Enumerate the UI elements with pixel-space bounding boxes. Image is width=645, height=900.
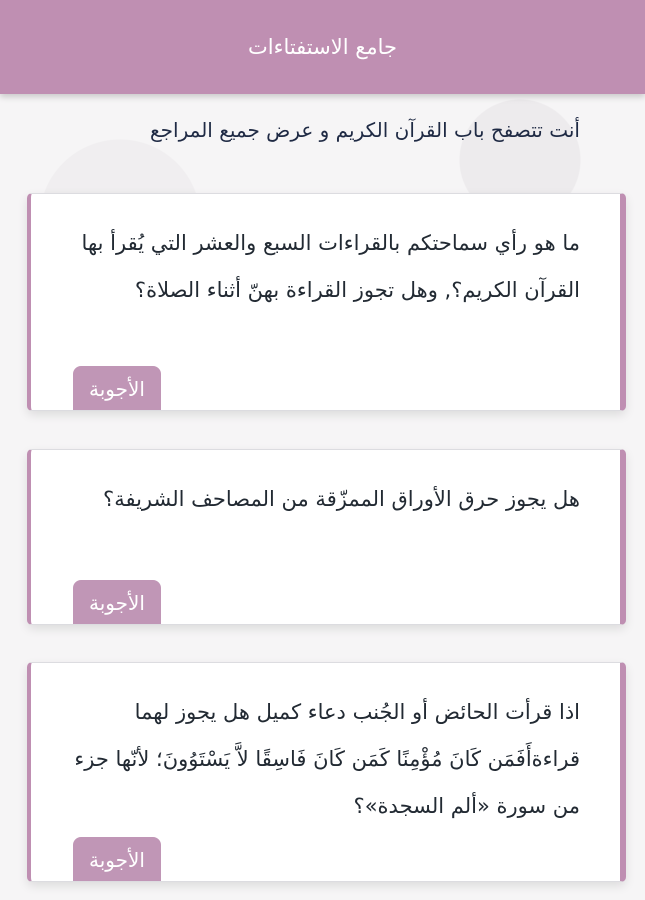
- question-card[interactable]: [27, 449, 626, 625]
- app-bar: [0, 0, 645, 94]
- answers-button[interactable]: الأجوبة: [73, 366, 161, 411]
- question-text: اذا قرأت الحائض أو الجُنب دعاء كميل هل يجوز لهما قراءةأَفَمَن كَانَ مُؤْمِنًا كَمَن كَانَ فَاسِقًا لاَّ يَسْتَوُونَ؛ لأنّها جزء من سورة «ألم السجدة»؟: [74, 700, 580, 818]
- question-card[interactable]: [27, 662, 626, 882]
- question-text: هل يجوز حرق الأوراق الممزّقة من المصاحف الشريفة؟: [103, 487, 580, 511]
- question-card[interactable]: [27, 193, 626, 411]
- app-title: جامع الاستفتاءات: [247, 35, 398, 59]
- question-text: ما هو رأي سماحتكم بالقراءات السبع والعشر التي يُقرأ بها القرآن الكريم؟, وهل تجوز القراءة بهنّ أثناء الصلاة؟: [81, 231, 580, 302]
- answers-button[interactable]: الأجوبة: [73, 837, 161, 882]
- breadcrumb: أنت تتصفح باب القرآن الكريم و عرض جميع المراجع: [150, 118, 580, 142]
- answers-button[interactable]: الأجوبة: [73, 580, 161, 625]
